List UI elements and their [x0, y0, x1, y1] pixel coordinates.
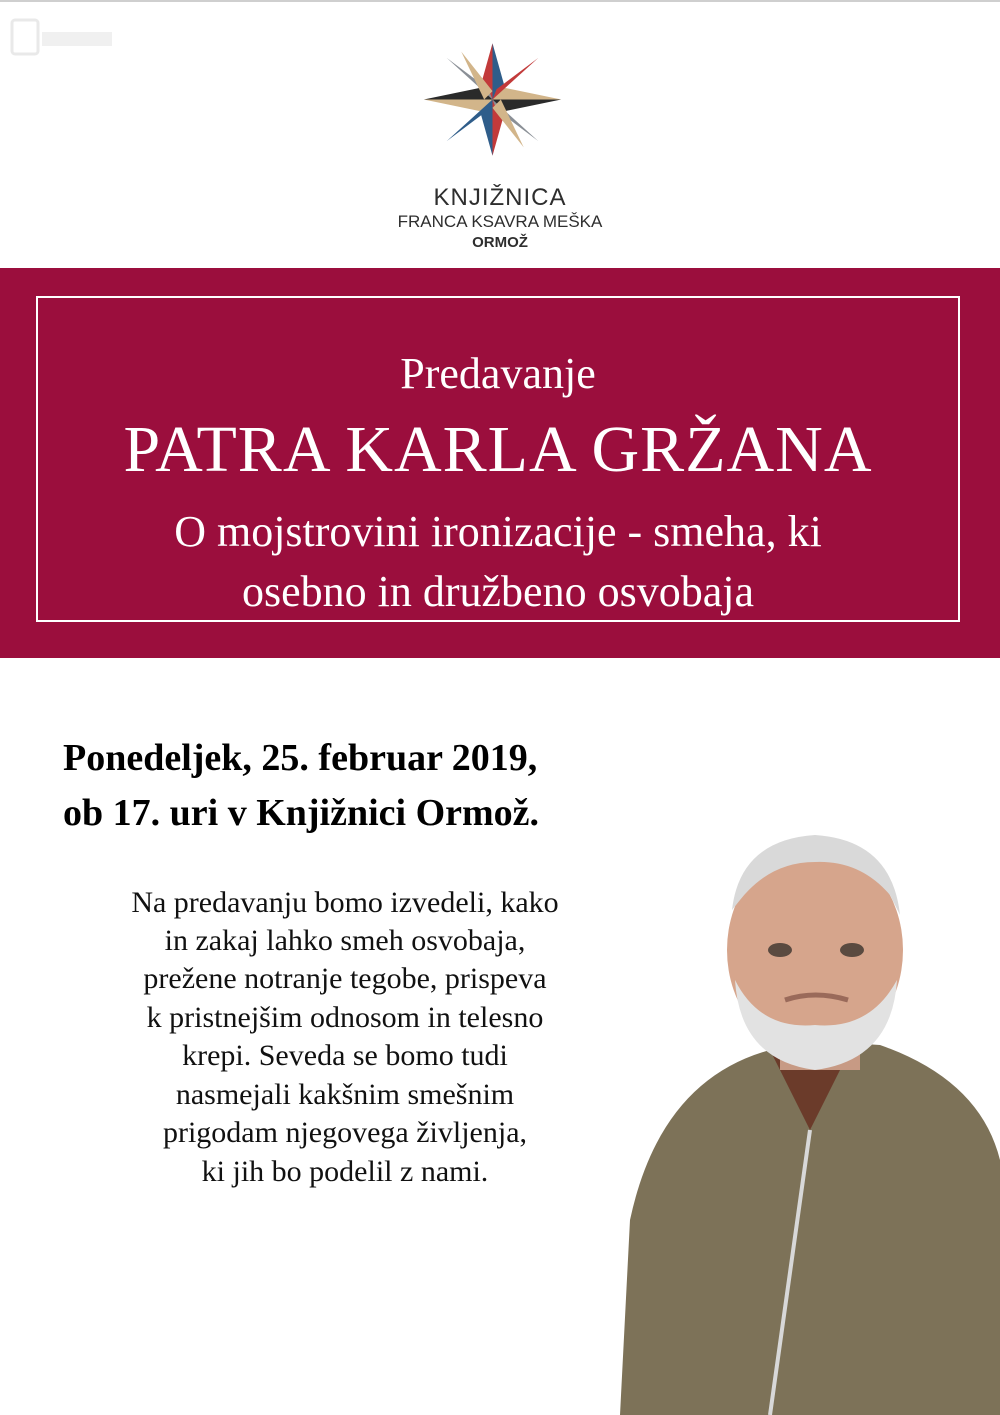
description-line: in zakaj lahko smeh osvobaja,: [164, 924, 526, 957]
speaker-portrait-photo: [620, 800, 1000, 1415]
event-time-place: ob 17. uri v Knjižnici Ormož.: [63, 792, 540, 834]
description-line: prigodam njegovega življenja,: [162, 1116, 528, 1149]
event-date: Ponedeljek, 25. februar 2019,: [63, 737, 538, 779]
lecture-title-line: osebno in družbeno osvobaja: [242, 567, 754, 616]
banner-frame: [36, 296, 960, 622]
description-line: nasmejali kakšnim smešnim: [175, 1078, 515, 1111]
event-type: Predavanje: [400, 349, 596, 398]
description-line: krepi. Seveda se bomo tudi: [182, 1039, 508, 1072]
description-line: prežene notranje tegobe, prispeva: [143, 962, 547, 995]
description-line: ki jih bo podelil z nami.: [201, 1155, 489, 1188]
top-border: [0, 0, 1000, 2]
description-line: Na predavanju bomo izvedeli, kako: [131, 886, 559, 919]
lecture-title-line: O mojstrovini ironizacije - smeha, ki: [174, 507, 822, 556]
logo-name: KNJIŽNICA: [433, 184, 567, 211]
camera-watermark-icon: [10, 12, 120, 62]
library-logo-star-icon: [420, 42, 565, 157]
description-line: k pristnejšim odnosom in telesno: [146, 1001, 544, 1034]
title-banner: [0, 268, 1000, 658]
logo-city: ORMOŽ: [472, 234, 528, 251]
speaker-name: PATRA KARLA GRŽANA: [123, 413, 873, 486]
logo-subtitle: FRANCA KSAVRA MEŠKA: [397, 212, 603, 231]
